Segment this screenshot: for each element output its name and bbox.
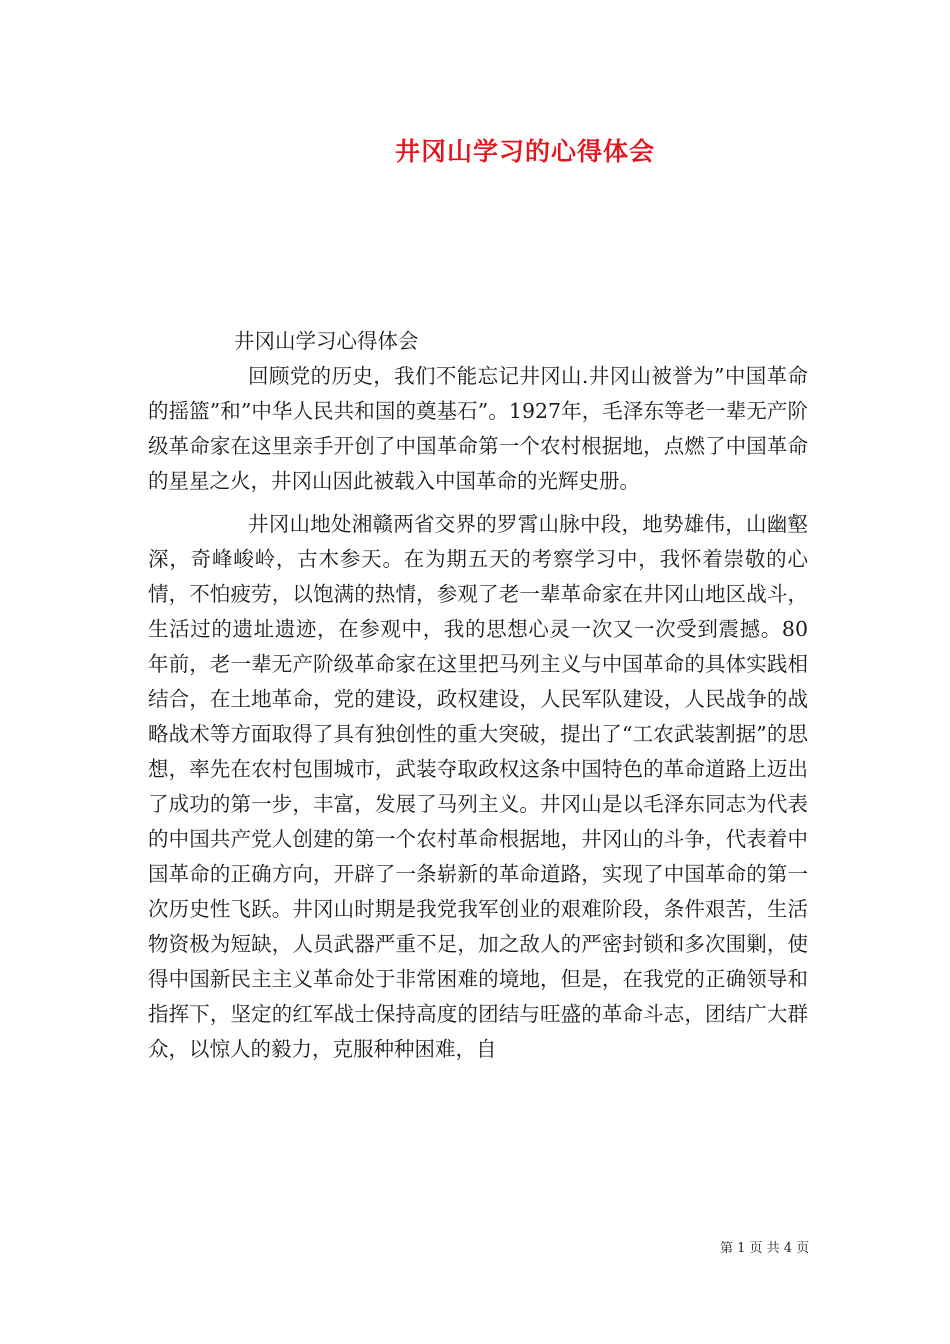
paragraph-1: 回顾党的历史，我们不能忘记井冈山.井冈山被誉为”中国革命的摇篮”和”中华人民共和国的奠基石”。1927年，毛泽东等老一辈无产阶级革命家在这里亲手开创了中国革命第一个农村根据地，点燃了中国革命的星星之火，井冈山因此被载入中国革命的光辉史册。 xyxy=(148,364,808,493)
document-body xyxy=(148,324,808,1067)
paragraph-2: 井冈山地处湘赣两省交界的罗霄山脉中段，地势雄伟，山幽壑深，奇峰峻岭，古木参天。在为期五天的考察学习中，我怀着崇敬的心情，不怕疲劳，以饱满的热情，参观了老一辈革命家在井冈山地区战斗，生活过的遗址遗迹，在参观中，我的思想心灵一次又一次受到震撼。80年前，老一辈无产阶级革命家在这里把马列主义与中国革命的具体实践相结合，在土地革命，党的建设，政权建设，人民军队建设，人民战争的战略战术等方面取得了具有独创性的重大突破，提出了“工农武装割据”的思想，率先在农村包围城市，武装夺取政权这条中国特色的革命道路上迈出了成功的第一步，丰富，发展了马列主义。井冈山是以毛泽东同志为代表的中国共产党人创建的第一个农村革命根据地，井冈山的斗争，代表着中国革命的正确方向，开辟了一条崭新的革命道路，实现了中国革命的第一次历史性飞跃。井冈山时期是我党我军创业的艰难阶段，条件艰苦，生活物资极为短缺，人员武器严重不足，加之敌人的严密封锁和多次围剿，使得中国新民主主义革命处于非常困难的境地，但是，在我党的正确领导和指挥下，坚定的红军战士保持高度的团结与旺盛的革命斗志，团结广大群众，以惊人的毅力，克服种种困难，自 xyxy=(148,512,808,1061)
document-title: 井冈山学习的心得体会 xyxy=(394,137,655,166)
document-subtitle: 井冈山学习心得体会 xyxy=(234,329,419,353)
page-number-indicator: 第 1 页 共 4 页 xyxy=(720,1241,810,1256)
